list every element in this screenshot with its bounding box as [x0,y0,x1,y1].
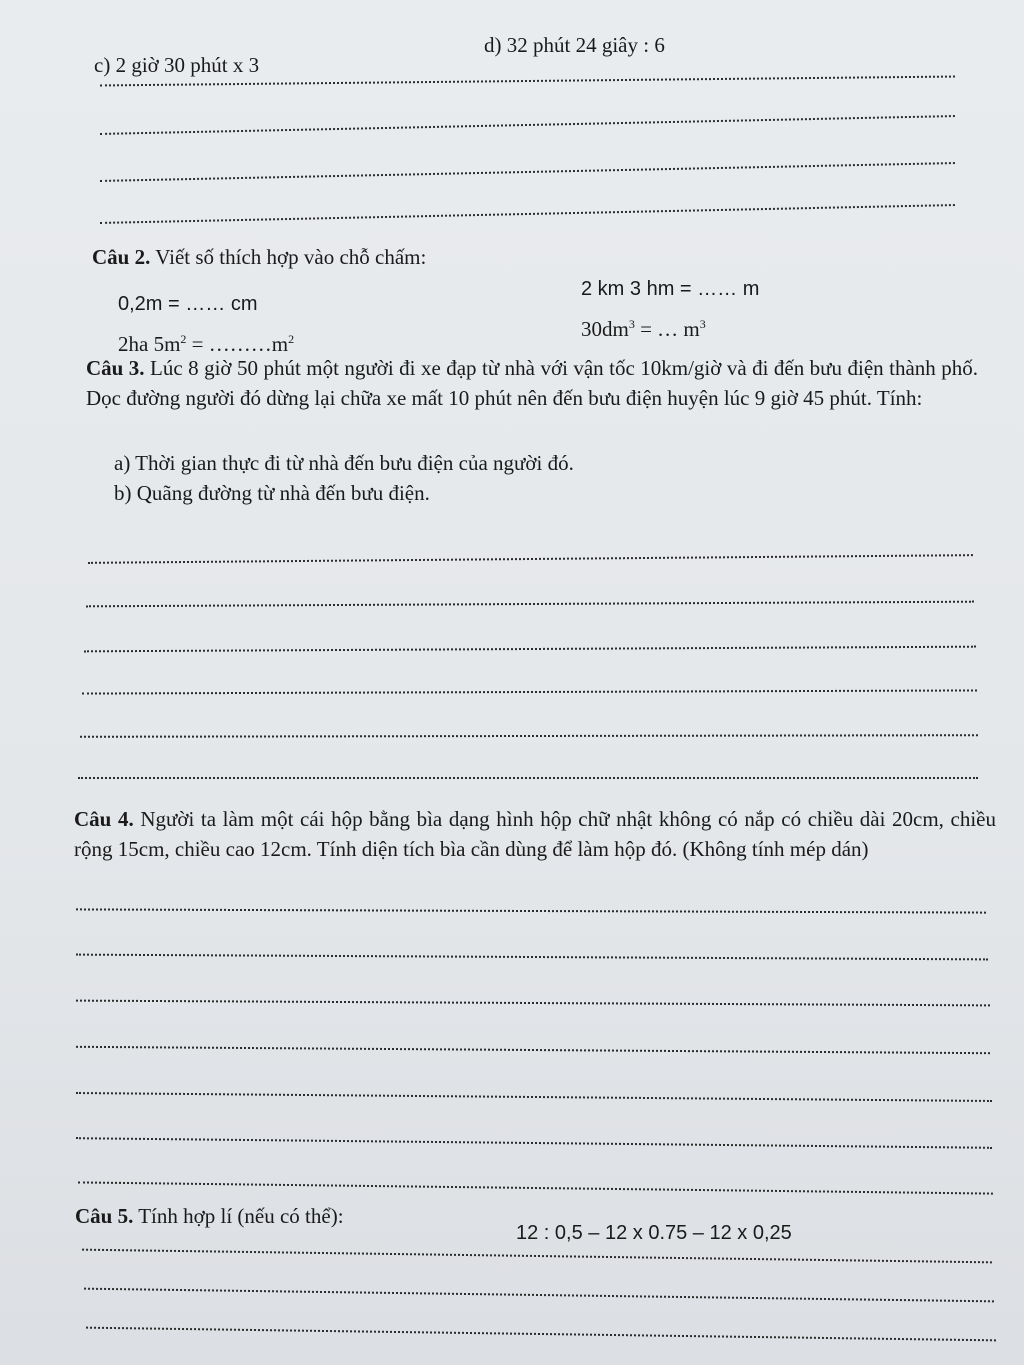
q2-item-d [581,316,706,342]
answer-line [84,646,976,653]
answer-line [78,777,978,779]
answer-line [76,1137,992,1149]
answer-line [100,162,955,182]
q3-part-a: a) Thời gian thực đi từ nhà đến bưu điện của người đó. [114,451,574,475]
answer-line [82,689,977,694]
q2-item-d-exp: 3 [628,317,635,331]
answer-line [76,1000,990,1007]
answer-line [76,954,988,961]
q5-heading [75,1203,344,1229]
answer-line [76,1092,992,1102]
q2-item-c: 2 km 3 hm = …… m [581,278,760,300]
answer-line [80,734,978,738]
q2-item-d-text: 30dm [581,317,629,341]
q2-item-a: 0,2m = …… cm [118,293,258,315]
answer-line [100,204,955,224]
q3-part-b: b) Quãng đường từ nhà đến bưu điện. [114,481,430,505]
q1-part-c: c) 2 giờ 30 phút x 3 [94,53,260,77]
q3-body: Lúc 8 giờ 50 phút một người đi xe đạp từ nhà với vận tốc 10km/giờ và đi đến bưu điện thành phố. Dọc đường người đó dừng lại chữa xe mất 10 phút nên đến bưu điện huyện lúc 9 giờ 45 phút. Tính: [86,356,978,410]
q4-label: Câu 4. [74,807,134,831]
q3-text [86,353,978,413]
answer-line [84,1288,994,1303]
q4-text [74,804,996,864]
q2-heading [92,244,426,270]
q2-title: Viết số thích hợp vào chỗ chấm: [155,245,427,269]
answer-line [86,1327,996,1342]
answer-line [76,908,986,913]
q2-item-d-rest: = … m [634,317,700,341]
answer-line [76,1046,990,1054]
q2-item-b-text: 2ha 5m [118,332,181,356]
q2-item-d-unit-exp: 3 [699,317,706,331]
q5-expression: 12 : 0,5 – 12 x 0.75 – 12 x 0,25 [516,1222,792,1244]
q2-label: Câu 2. [92,245,151,269]
q5-label: Câu 5. [75,1204,134,1228]
answer-line [86,601,974,608]
q2-item-b-exp: 2 [180,332,187,346]
q2-item-b-rest: = ………m [186,332,289,356]
answer-line [78,1181,993,1194]
q2-item-b-unit-exp: 2 [288,332,295,346]
q5-title: Tính hợp lí (nếu có thể): [138,1204,344,1228]
answer-line [88,554,973,564]
q1-part-d: d) 32 phút 24 giây : 6 [484,33,665,57]
q4-body: Người ta làm một cái hộp bằng bìa dạng hình hộp chữ nhật không có nắp có chiều dài 20cm, chiều rộng 15cm, chiều cao 12cm. Tính diện tích bìa cần dùng để làm hộp đó. (Không tính mép dán) [74,807,996,861]
answer-line [82,1249,992,1264]
answer-line [100,115,955,135]
q3-label: Câu 3. [86,356,145,380]
